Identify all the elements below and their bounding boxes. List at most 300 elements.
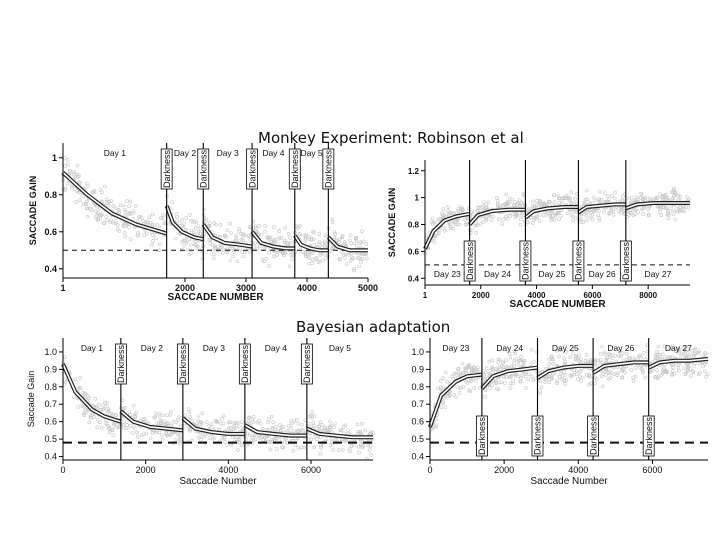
- scatter-point: [558, 218, 561, 221]
- scatter-point: [289, 236, 292, 239]
- monkey-experiment-title: Monkey Experiment: Robinson et al: [258, 129, 524, 147]
- y-tick-label: 0.4: [44, 451, 57, 462]
- scatter-point: [365, 243, 368, 246]
- scatter-point: [161, 213, 164, 216]
- scatter-point: [268, 418, 271, 421]
- scatter-point: [223, 440, 226, 443]
- scatter-point: [672, 209, 675, 212]
- y-tick-label: 0.9: [44, 364, 57, 375]
- scatter-point: [104, 401, 107, 404]
- scatter-point: [294, 443, 297, 446]
- scatter-point: [345, 263, 348, 266]
- scatter-point: [290, 426, 293, 429]
- scatter-point: [687, 206, 690, 209]
- scatter-point: [563, 357, 566, 360]
- x-tick-label: 0: [60, 465, 66, 475]
- scatter-point: [201, 412, 204, 415]
- scatter-point: [452, 227, 455, 230]
- scatter-point: [98, 421, 101, 424]
- scatter-point: [342, 254, 345, 257]
- scatter-point: [566, 212, 569, 215]
- scatter-point: [158, 243, 161, 246]
- scatter-point: [501, 218, 504, 221]
- scatter-point: [659, 211, 662, 214]
- x-tick-label: 1: [422, 291, 428, 300]
- scatter-point: [76, 164, 79, 167]
- scatter-point: [200, 438, 203, 441]
- scatter-point: [131, 432, 134, 435]
- x-tick-label: 0: [427, 465, 433, 475]
- y-tick-label: 0.4: [44, 263, 57, 274]
- scatter-point: [597, 214, 600, 217]
- y-axis-title: Saccade Gain: [26, 370, 36, 428]
- scatter-point: [237, 425, 240, 428]
- scatter-point: [125, 200, 128, 203]
- scatter-point: [564, 360, 567, 363]
- scatter-point: [63, 164, 66, 167]
- scatter-point: [505, 193, 508, 196]
- scatter-point: [219, 223, 222, 226]
- scatter-point: [129, 238, 132, 241]
- scatter-point: [519, 223, 522, 226]
- scatter-point: [287, 232, 290, 235]
- chart-bl: [26, 338, 375, 487]
- scatter-point: [325, 438, 328, 441]
- scatter-point: [520, 218, 523, 221]
- scatter-point: [575, 202, 578, 205]
- scatter-point: [125, 427, 128, 430]
- scatter-point: [600, 375, 603, 378]
- scatter-point: [292, 449, 295, 452]
- darkness-label: Darkness: [247, 149, 258, 189]
- scatter-point: [205, 421, 208, 424]
- scatter-point: [121, 399, 124, 402]
- scatter-point: [500, 381, 503, 384]
- day-label: Day 2: [140, 343, 163, 353]
- scatter-point: [248, 416, 251, 419]
- day-label: Day 24: [496, 343, 524, 353]
- scatter-point: [645, 196, 648, 199]
- darkness-label: Darkness: [532, 416, 543, 456]
- scatter-point: [333, 426, 336, 429]
- scatter-point: [268, 265, 271, 268]
- scatter-point: [269, 448, 272, 451]
- scatter-point: [442, 377, 445, 380]
- scatter-point: [325, 256, 328, 259]
- scatter-point: [175, 212, 178, 215]
- scatter-point: [124, 235, 127, 238]
- scatter-point: [230, 232, 233, 235]
- scatter-point: [63, 356, 66, 359]
- y-tick-label: 1.0: [44, 346, 57, 357]
- scatter-point: [226, 229, 229, 232]
- scatter-point: [548, 362, 551, 365]
- scatter-point: [72, 396, 75, 399]
- scatter-point: [364, 429, 367, 432]
- scatter-point: [79, 376, 82, 379]
- scatter-point: [175, 215, 178, 218]
- y-tick-label: 0.6: [407, 247, 419, 257]
- scatter-point: [312, 421, 315, 424]
- scatter-point: [479, 222, 482, 225]
- scatter-point: [450, 375, 453, 378]
- scatter-point: [239, 247, 242, 250]
- scatter-point: [241, 421, 244, 424]
- scatter-point: [190, 243, 193, 246]
- scatter-point: [610, 372, 613, 375]
- scatter-point: [365, 257, 368, 260]
- scatter-point: [337, 449, 340, 452]
- scatter-point: [599, 358, 602, 361]
- scatter-point: [106, 219, 109, 222]
- scatter-point: [594, 199, 597, 202]
- scatter-point: [333, 236, 336, 239]
- scatter-point: [213, 437, 216, 440]
- scatter-point: [629, 357, 632, 360]
- scatter-point: [151, 213, 154, 216]
- y-tick-label: 0.6: [411, 416, 424, 427]
- scatter-point: [370, 453, 373, 456]
- scatter-point: [368, 449, 371, 452]
- scatter-point: [222, 248, 225, 251]
- scatter-point: [603, 210, 606, 213]
- scatter-point: [614, 191, 617, 194]
- scatter-point: [504, 359, 507, 362]
- y-tick-label: 1: [51, 152, 57, 163]
- scatter-point: [128, 411, 131, 414]
- scatter-point: [473, 386, 476, 389]
- scatter-point: [272, 421, 275, 424]
- scatter-point: [240, 232, 243, 235]
- scatter-point: [291, 258, 294, 261]
- x-tick-label: 6000: [583, 291, 602, 300]
- scatter-point: [236, 260, 239, 263]
- scatter-point: [447, 206, 450, 209]
- scatter-point: [348, 239, 351, 242]
- scatter-point: [122, 204, 125, 207]
- scatter-point: [520, 214, 523, 217]
- scatter-point: [340, 251, 343, 254]
- scatter-point: [308, 235, 311, 238]
- y-tick-label: 0.4: [411, 451, 424, 462]
- scatter-point: [124, 210, 127, 213]
- x-tick-label: 2000: [494, 465, 515, 475]
- day-label: Day 26: [607, 343, 635, 353]
- scatter-point: [485, 367, 488, 370]
- scatter-point: [680, 353, 683, 356]
- x-tick-label: 3000: [235, 283, 256, 293]
- scatter-point: [661, 353, 664, 356]
- scatter-point: [321, 424, 324, 427]
- scatter-point: [181, 218, 184, 221]
- x-tick-label: 2000: [135, 465, 156, 475]
- scatter-point: [190, 252, 193, 255]
- darkness-label: Darkness: [178, 344, 189, 384]
- scatter-point: [458, 391, 461, 394]
- scatter-point: [612, 213, 615, 216]
- scatter-point: [599, 352, 602, 355]
- scatter-point: [114, 206, 117, 209]
- scatter-point: [169, 413, 172, 416]
- scatter-point: [103, 185, 106, 188]
- scatter-point: [601, 385, 604, 388]
- scatter-point: [158, 431, 161, 434]
- y-tick-label: 0.5: [411, 434, 424, 445]
- scatter-point: [235, 246, 238, 249]
- scatter-point: [475, 222, 478, 225]
- scatter-point: [706, 373, 709, 376]
- bayesian-adaptation-title: Bayesian adaptation: [296, 318, 451, 336]
- scatter-point: [145, 232, 148, 235]
- darkness-label: Darkness: [477, 416, 488, 456]
- scatter-point: [132, 212, 135, 215]
- scatter-point: [229, 222, 232, 225]
- scatter-point: [433, 241, 436, 244]
- scatter-point: [442, 208, 445, 211]
- scatter-point: [197, 436, 200, 439]
- scatter-point: [682, 367, 685, 370]
- scatter-point: [458, 223, 461, 226]
- scatter-point: [268, 251, 271, 254]
- scatter-point: [105, 215, 108, 218]
- scatter-point: [284, 227, 287, 230]
- scatter-point: [151, 239, 154, 242]
- scatter-point: [124, 208, 127, 211]
- scatter-point: [606, 195, 609, 198]
- scatter-point: [174, 237, 177, 240]
- scatter-point: [129, 200, 132, 203]
- scatter-point: [532, 200, 535, 203]
- scatter-point: [484, 395, 487, 398]
- y-tick-label: 1.0: [411, 346, 424, 357]
- day-label: Day 4: [262, 148, 285, 158]
- scatter-point: [573, 197, 576, 200]
- scatter-point: [154, 412, 157, 415]
- scatter-point: [233, 251, 236, 254]
- x-tick-label: 1: [60, 283, 66, 293]
- scatter-cloud: [424, 187, 691, 255]
- scatter-point: [538, 213, 541, 216]
- scatter-point: [524, 375, 527, 378]
- scatter-point: [94, 397, 97, 400]
- scatter-point: [667, 217, 670, 220]
- scatter-point: [254, 242, 257, 245]
- scatter-point: [585, 353, 588, 356]
- scatter-point: [331, 449, 334, 452]
- scatter-point: [550, 219, 553, 222]
- scatter-point: [188, 253, 191, 256]
- scatter-point: [319, 452, 322, 455]
- x-tick-label: 2000: [174, 283, 195, 293]
- scatter-point: [295, 418, 298, 421]
- scatter-point: [166, 414, 169, 417]
- scatter-point: [578, 353, 581, 356]
- day-label: Day 4: [264, 343, 287, 353]
- scatter-point: [457, 371, 460, 374]
- scatter-point: [84, 408, 87, 411]
- scatter-point: [509, 215, 512, 218]
- scatter-point: [108, 431, 111, 434]
- scatter-point: [488, 360, 491, 363]
- scatter-point: [456, 386, 459, 389]
- y-axis-title: SACCADE GAIN: [387, 187, 397, 258]
- scatter-point: [642, 371, 645, 374]
- scatter-point: [570, 191, 573, 194]
- scatter-point: [585, 219, 588, 222]
- x-tick-label: 4000: [218, 465, 239, 475]
- scatter-point: [444, 406, 447, 409]
- scatter-point: [357, 265, 360, 268]
- scatter-point: [577, 378, 580, 381]
- scatter-point: [361, 422, 364, 425]
- scatter-point: [112, 434, 115, 437]
- darkness-label: Darkness: [520, 241, 531, 281]
- x-axis-title: SACCADE NUMBER: [167, 292, 264, 303]
- scatter-point: [248, 250, 251, 253]
- scatter-point: [530, 362, 533, 365]
- scatter-point: [179, 424, 182, 427]
- y-tick-label: 0.9: [411, 364, 424, 375]
- scatter-point: [63, 157, 66, 160]
- scatter-point: [91, 209, 94, 212]
- scatter-point: [610, 194, 613, 197]
- scatter-point: [540, 386, 543, 389]
- scatter-point: [558, 355, 561, 358]
- scatter-point: [136, 431, 139, 434]
- scatter-point: [461, 362, 464, 365]
- scatter-point: [178, 442, 181, 445]
- day-label: Day 27: [664, 343, 692, 353]
- scatter-point: [572, 219, 575, 222]
- scatter-point: [318, 233, 321, 236]
- scatter-point: [156, 223, 159, 226]
- scatter-point: [276, 242, 279, 245]
- y-axis-title: SACCADE GAIN: [28, 175, 38, 246]
- scatter-point: [357, 445, 360, 448]
- scatter-point: [435, 424, 438, 427]
- chart-tr: [387, 160, 690, 310]
- scatter-point: [628, 197, 631, 200]
- scatter-point: [509, 387, 512, 390]
- scatter-point: [256, 421, 259, 424]
- scatter-point: [621, 195, 624, 198]
- scatter-point: [636, 211, 639, 214]
- y-tick-label: 0.8: [44, 189, 57, 200]
- scatter-point: [489, 387, 492, 390]
- scatter-point: [503, 382, 506, 385]
- scatter-point: [275, 447, 278, 450]
- scatter-cloud: [62, 356, 375, 460]
- darkness-label: Darkness: [198, 149, 209, 189]
- scatter-point: [273, 255, 276, 258]
- scatter-point: [698, 362, 701, 365]
- scatter-point: [361, 257, 364, 260]
- scatter-point: [431, 217, 434, 220]
- scatter-point: [251, 436, 254, 439]
- scatter-point: [329, 444, 332, 447]
- scatter-point: [126, 424, 129, 427]
- scatter-point: [490, 219, 493, 222]
- scatter-point: [97, 403, 100, 406]
- scatter-point: [690, 374, 693, 377]
- scatter-point: [341, 448, 344, 451]
- scatter-point: [88, 421, 91, 424]
- scatter-point: [353, 242, 356, 245]
- scatter-point: [155, 237, 158, 240]
- scatter-point: [439, 379, 442, 382]
- scatter-point: [128, 205, 131, 208]
- y-tick-label: 1.2: [407, 166, 419, 176]
- scatter-point: [511, 198, 514, 201]
- y-tick-label: 0.5: [44, 434, 57, 445]
- scatter-point: [197, 225, 200, 228]
- scatter-point: [242, 255, 245, 258]
- scatter-point: [123, 231, 126, 234]
- scatter-point: [329, 420, 332, 423]
- day-label: Day 27: [644, 269, 672, 279]
- darkness-label: Darkness: [116, 344, 127, 384]
- scatter-point: [101, 404, 104, 407]
- scatter-point: [356, 423, 359, 426]
- scatter-point: [509, 356, 512, 359]
- scatter-point: [556, 382, 559, 385]
- x-tick-label: 2000: [471, 291, 490, 300]
- scatter-point: [659, 193, 662, 196]
- scatter-point: [600, 345, 603, 348]
- darkness-label: Darkness: [621, 241, 632, 281]
- scatter-point: [260, 233, 263, 236]
- scatter-point: [672, 213, 675, 216]
- scatter-point: [150, 243, 153, 246]
- scatter-point: [74, 378, 77, 381]
- scatter-point: [538, 220, 541, 223]
- scatter-point: [301, 423, 304, 426]
- scatter-point: [311, 262, 314, 265]
- day-label: Day 23: [442, 343, 470, 353]
- scatter-point: [507, 212, 510, 215]
- scatter-point: [207, 424, 210, 427]
- scatter-point: [614, 354, 617, 357]
- scatter-point: [642, 213, 645, 216]
- scatter-point: [634, 366, 637, 369]
- scatter-point: [560, 372, 563, 375]
- y-tick-label: 1: [414, 193, 419, 203]
- scatter-point: [347, 429, 350, 432]
- scatter-point: [527, 378, 530, 381]
- scatter-point: [361, 230, 364, 233]
- scatter-point: [261, 427, 264, 430]
- scatter-point: [613, 197, 616, 200]
- chart-br: [411, 338, 709, 487]
- day-label: Day 1: [80, 343, 104, 353]
- y-tick-label: 0.6: [44, 226, 57, 237]
- scatter-point: [704, 370, 707, 373]
- scatter-point: [188, 238, 191, 241]
- scatter-point: [237, 448, 240, 451]
- y-tick-label: 0.8: [411, 381, 424, 392]
- scatter-point: [358, 451, 361, 454]
- scatter-point: [267, 421, 270, 424]
- scatter-point: [252, 415, 255, 418]
- scatter-point: [624, 371, 627, 374]
- scatter-point: [270, 415, 273, 418]
- scatter-point: [175, 420, 178, 423]
- day-label: Day 2: [173, 148, 197, 158]
- scatter-point: [471, 211, 474, 214]
- scatter-point: [324, 234, 327, 237]
- scatter-point: [321, 259, 324, 262]
- scatter-point: [655, 369, 658, 372]
